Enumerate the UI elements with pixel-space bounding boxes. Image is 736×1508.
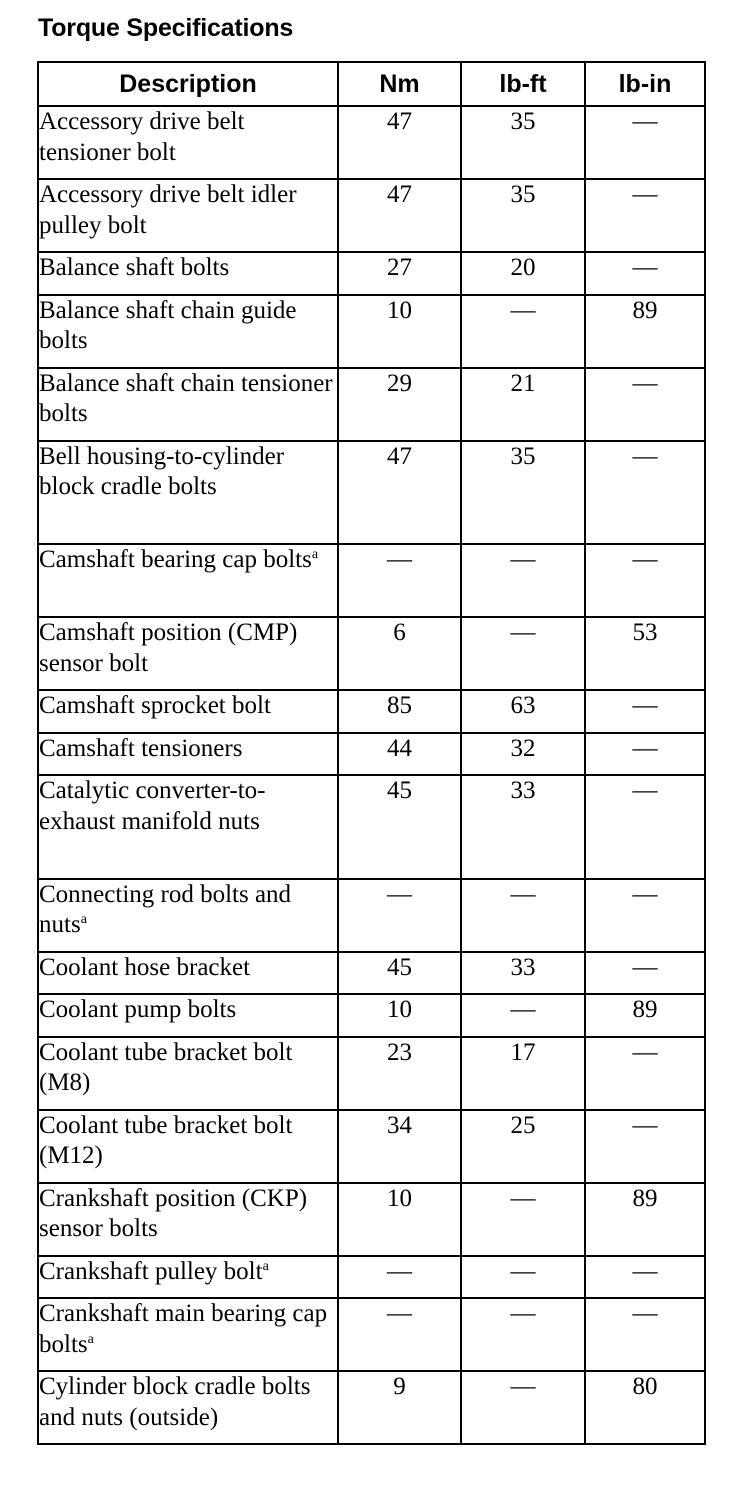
- table-row: [38, 544, 705, 617]
- cell-nm: 6: [338, 617, 461, 690]
- cell-lbin: —: [585, 733, 705, 776]
- table-row: [38, 179, 705, 252]
- cell-description: [38, 994, 338, 1037]
- page-title: Torque Specifications: [38, 14, 294, 42]
- cell-description: [38, 733, 338, 776]
- cell-lbin: —: [585, 368, 705, 441]
- cell-description: [38, 106, 338, 179]
- cell-lbft: 33: [461, 952, 585, 995]
- table-body: [38, 106, 705, 1444]
- cell-lbin: 89: [585, 1183, 705, 1256]
- cell-description: [38, 1256, 338, 1299]
- cell-nm: 47: [338, 106, 461, 179]
- cell-description: [38, 1183, 338, 1256]
- cell-lbin: 80: [585, 1371, 705, 1444]
- table-row: [38, 879, 705, 952]
- cell-description: [38, 1371, 338, 1444]
- table-row: [38, 295, 705, 368]
- cell-lbft: 20: [461, 252, 585, 295]
- cell-lbin: 53: [585, 617, 705, 690]
- table-row: [38, 441, 705, 545]
- cell-nm: 10: [338, 295, 461, 368]
- description-text: Coolant pump bolts: [39, 996, 237, 1023]
- table-row: [38, 368, 705, 441]
- cell-lbft: 63: [461, 690, 585, 733]
- cell-description: [38, 1298, 338, 1371]
- description-text: Balance shaft chain tensioner bolts: [39, 369, 333, 427]
- table-row: [38, 1183, 705, 1256]
- description-text: Camshaft sprocket bolt: [39, 692, 271, 719]
- cell-nm: 44: [338, 733, 461, 776]
- cell-lbin: —: [585, 441, 705, 545]
- table-row: [38, 690, 705, 733]
- cell-lbin: 89: [585, 994, 705, 1037]
- cell-nm: 27: [338, 252, 461, 295]
- cell-lbft: 35: [461, 179, 585, 252]
- description-text: Crankshaft main bearing cap bolts: [39, 1300, 328, 1358]
- cell-nm: 45: [338, 952, 461, 995]
- cell-lbft: —: [461, 1256, 585, 1299]
- torque-spec-table: [37, 61, 706, 1445]
- cell-lbft: 35: [461, 106, 585, 179]
- description-text: Accessory drive belt idler pulley bolt: [39, 181, 297, 239]
- cell-nm: 47: [338, 441, 461, 545]
- cell-nm: 85: [338, 690, 461, 733]
- cell-nm: 47: [338, 179, 461, 252]
- cell-lbft: —: [461, 879, 585, 952]
- description-text: Coolant tube bracket bolt (M8): [39, 1038, 293, 1096]
- cell-lbft: —: [461, 1371, 585, 1444]
- cell-lbin: —: [585, 879, 705, 952]
- header-lbft: lb-ft: [461, 62, 585, 106]
- cell-lbin: —: [585, 690, 705, 733]
- description-text: Bell housing-to-cylinder block cradle bolts: [39, 442, 285, 500]
- description-text: Crankshaft pulley bolt: [39, 1257, 263, 1285]
- cell-description: [38, 617, 338, 690]
- cell-lbft: 25: [461, 1110, 585, 1183]
- cell-description: [38, 879, 338, 952]
- cell-nm: —: [338, 1256, 461, 1299]
- cell-lbin: —: [585, 1110, 705, 1183]
- cell-nm: 34: [338, 1110, 461, 1183]
- description-text: Balance shaft bolts: [39, 254, 230, 281]
- cell-lbin: —: [585, 252, 705, 295]
- header-description: Description: [38, 62, 338, 106]
- footnote-marker: a: [262, 1258, 269, 1274]
- cell-description: [38, 952, 338, 995]
- cell-lbin: —: [585, 1037, 705, 1110]
- table-row: [38, 1037, 705, 1110]
- footnote-marker: a: [311, 547, 319, 562]
- cell-lbft: 21: [461, 368, 585, 441]
- cell-lbin: —: [585, 775, 705, 879]
- description-text: Catalytic converter-to-exhaust manifold nuts: [39, 777, 266, 835]
- footnote-marker: a: [87, 1331, 94, 1347]
- cell-nm: —: [338, 544, 461, 617]
- cell-description: [38, 368, 338, 441]
- cell-description: [38, 1110, 338, 1183]
- cell-nm: 9: [338, 1371, 461, 1444]
- table-row: [38, 952, 705, 995]
- table-row: [38, 994, 705, 1037]
- cell-description: [38, 544, 338, 617]
- description-text: Camshaft bearing cap bolts: [39, 546, 312, 573]
- cell-lbin: —: [585, 1298, 705, 1371]
- cell-description: [38, 252, 338, 295]
- cell-lbin: —: [585, 179, 705, 252]
- footnote-marker: a: [80, 912, 87, 927]
- cell-lbft: 33: [461, 775, 585, 879]
- table-row: [38, 106, 705, 179]
- table-header-row: [38, 62, 705, 106]
- cell-lbft: —: [461, 1183, 585, 1256]
- cell-lbft: —: [461, 1298, 585, 1371]
- cell-lbin: 89: [585, 295, 705, 368]
- description-text: Accessory drive belt tensioner bolt: [39, 108, 245, 166]
- table-row: [38, 1256, 705, 1299]
- table-row: [38, 733, 705, 776]
- cell-nm: —: [338, 879, 461, 952]
- cell-description: [38, 179, 338, 252]
- table-row: [38, 617, 705, 690]
- cell-description: [38, 690, 338, 733]
- description-text: Cylinder block cradle bolts and nuts (outside): [39, 1373, 311, 1431]
- description-text: Connecting rod bolts and nuts: [39, 880, 292, 938]
- cell-lbft: 35: [461, 441, 585, 545]
- description-text: Coolant tube bracket bolt (M12): [39, 1111, 293, 1169]
- table-row: [38, 1298, 705, 1371]
- cell-nm: 10: [338, 994, 461, 1037]
- table-row: [38, 1371, 705, 1444]
- cell-lbin: —: [585, 544, 705, 617]
- cell-lbft: —: [461, 295, 585, 368]
- description-text: Coolant hose bracket: [39, 953, 251, 981]
- cell-description: [38, 441, 338, 545]
- header-lbin: lb-in: [585, 62, 705, 106]
- cell-lbft: —: [461, 544, 585, 617]
- cell-nm: 23: [338, 1037, 461, 1110]
- description-text: Camshaft tensioners: [39, 734, 243, 762]
- cell-description: [38, 1037, 338, 1110]
- table-row: [38, 775, 705, 879]
- table-row: [38, 1110, 705, 1183]
- cell-lbin: —: [585, 952, 705, 995]
- description-text: Crankshaft position (CKP) sensor bolts: [39, 1184, 308, 1242]
- cell-nm: 45: [338, 775, 461, 879]
- cell-lbin: —: [585, 106, 705, 179]
- header-nm: Nm: [338, 62, 461, 106]
- cell-nm: 29: [338, 368, 461, 441]
- cell-nm: —: [338, 1298, 461, 1371]
- cell-lbft: 32: [461, 733, 585, 776]
- cell-description: [38, 775, 338, 879]
- cell-description: [38, 295, 338, 368]
- cell-lbft: —: [461, 994, 585, 1037]
- cell-lbft: —: [461, 617, 585, 690]
- table-row: [38, 252, 705, 295]
- description-text: Camshaft position (CMP) sensor bolt: [39, 619, 298, 677]
- description-text: Balance shaft chain guide bolts: [39, 296, 297, 354]
- cell-nm: 10: [338, 1183, 461, 1256]
- cell-lbin: —: [585, 1256, 705, 1299]
- cell-lbft: 17: [461, 1037, 585, 1110]
